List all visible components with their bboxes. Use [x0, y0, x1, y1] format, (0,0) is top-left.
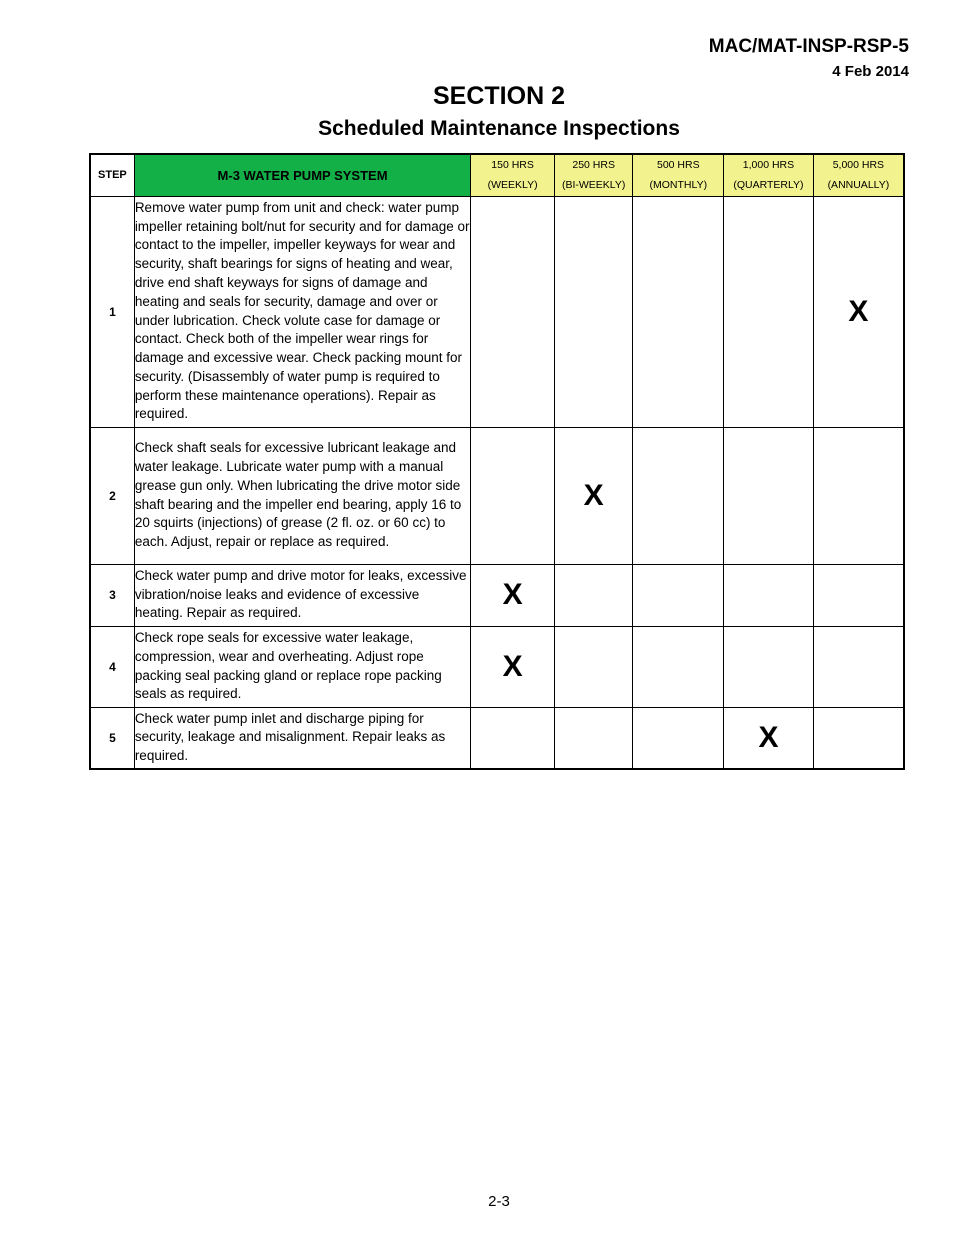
interval-header-5000	[813, 154, 904, 196]
interval-header-150	[471, 154, 555, 196]
interval-header-250	[554, 154, 633, 196]
step-number: 5	[90, 707, 134, 769]
task-description: Check water pump inlet and discharge piping for security, leakage and misalignment. Repair leaks as required.	[134, 707, 470, 769]
step-number: 3	[90, 564, 134, 626]
table-row	[90, 707, 904, 769]
mark-cell-150: X	[471, 626, 555, 707]
mark-cell-1000	[724, 196, 814, 427]
mark-cell-250	[554, 626, 633, 707]
task-description: Check shaft seals for excessive lubricant leakage and water leakage. Lubricate water pump with a manual grease gun only. When lubricating the drive motor side shaft bearing and the impeller end bearing, apply 16 to 20 squirts (injections) of grease (2 fl. oz. or 60 cc) to each. Adjust, repair or replace as required.	[134, 427, 470, 564]
interval-header-1000	[724, 154, 814, 196]
mark-cell-500	[633, 626, 724, 707]
interval-header-500	[633, 154, 724, 196]
mark-cell-250	[554, 564, 633, 626]
mark-cell-1000	[724, 626, 814, 707]
interval-period: (MONTHLY)	[649, 179, 708, 192]
step-column-header: STEP	[90, 154, 134, 196]
interval-hours: 500 HRS	[656, 159, 700, 172]
mark-cell-5000	[813, 626, 904, 707]
interval-hours: 250 HRS	[572, 159, 615, 172]
document-date: 4 Feb 2014	[832, 63, 909, 80]
interval-period: (ANNUALLY)	[827, 179, 890, 192]
mark-cell-150	[471, 196, 555, 427]
section-subtitle: Scheduled Maintenance Inspections	[318, 117, 680, 140]
mark-cell-500	[633, 707, 724, 769]
mark-cell-500	[633, 196, 724, 427]
task-description: Check water pump and drive motor for leaks, excessive vibration/noise leaks and evidence of excessive heating. Repair as required.	[134, 564, 470, 626]
mark-cell-5000: X	[813, 196, 904, 427]
mark-cell-500	[633, 427, 724, 564]
mark-cell-250: X	[554, 427, 633, 564]
step-number: 2	[90, 427, 134, 564]
system-column-header: M-3 WATER PUMP SYSTEM	[134, 154, 470, 196]
interval-hours: 1,000 HRS	[742, 159, 795, 172]
interval-hours: 150 HRS	[491, 159, 534, 172]
mark-cell-1000: X	[724, 707, 814, 769]
section-title: SECTION 2	[433, 82, 565, 110]
mark-cell-250	[554, 196, 633, 427]
interval-hours: 5,000 HRS	[832, 159, 885, 172]
interval-period: (BI-WEEKLY)	[561, 179, 626, 192]
step-number: 4	[90, 626, 134, 707]
page-number: 2-3	[488, 1193, 510, 1210]
table-header-row	[90, 154, 904, 196]
mark-cell-150: X	[471, 564, 555, 626]
document-id: MAC/MAT-INSP-RSP-5	[708, 36, 909, 57]
table-row	[90, 427, 904, 564]
mark-cell-150	[471, 707, 555, 769]
mark-cell-500	[633, 564, 724, 626]
interval-period: (WEEKLY)	[487, 179, 538, 192]
task-description: Remove water pump from unit and check: water pump impeller retaining bolt/nut for security and for damage or contact to the impeller, impeller keyways for wear and security, shaft bearings for signs of heating and wear, drive end shaft keyways for signs of damage and heating and seals for security, damage and over or under lubrication. Check volute case for damage or contact. Check both of the impeller wear rings for damage and excessive wear. Check packing mount for security. (Disassembly of water pump is required to perform these maintenance operations). Repair as required.	[134, 196, 470, 427]
mark-cell-250	[554, 707, 633, 769]
mark-cell-1000	[724, 427, 814, 564]
inspection-table	[89, 153, 905, 770]
mark-cell-5000	[813, 427, 904, 564]
mark-cell-5000	[813, 564, 904, 626]
mark-cell-5000	[813, 707, 904, 769]
interval-period: (QUARTERLY)	[733, 179, 804, 192]
table-row	[90, 564, 904, 626]
mark-cell-1000	[724, 564, 814, 626]
mark-cell-150	[471, 427, 555, 564]
table-row	[90, 626, 904, 707]
step-number: 1	[90, 196, 134, 427]
task-description: Check rope seals for excessive water leakage, compression, wear and overheating. Adjust rope packing seal packing gland or replace rope packing seals as required.	[134, 626, 470, 707]
table-row	[90, 196, 904, 427]
